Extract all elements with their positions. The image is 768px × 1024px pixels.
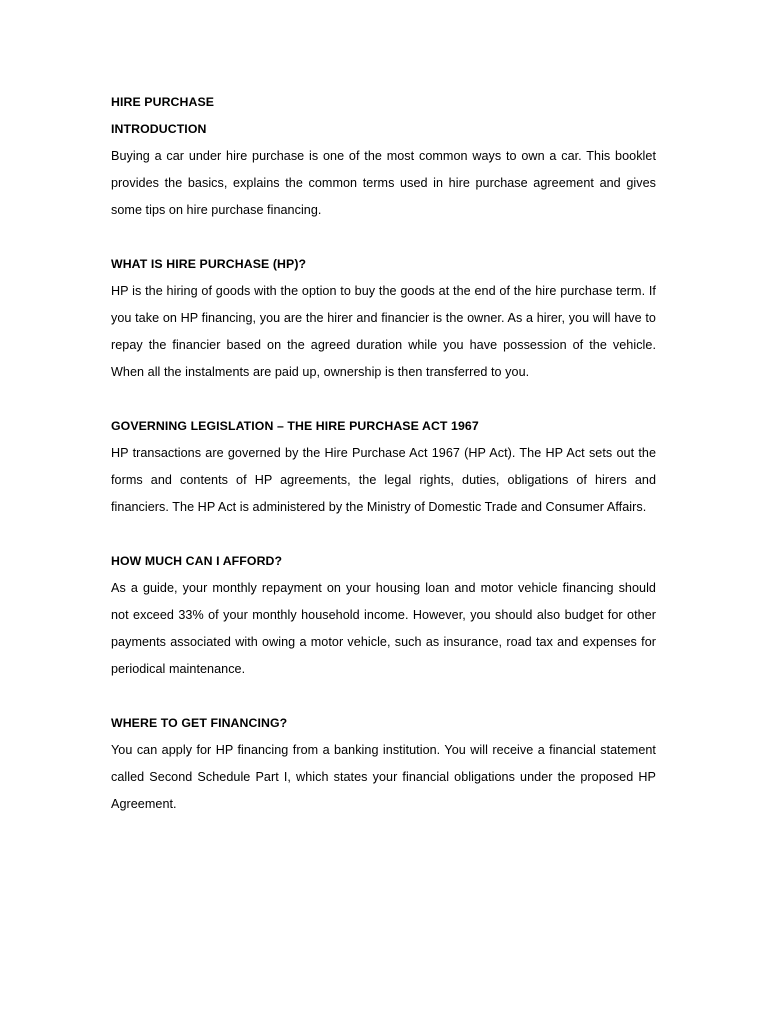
section-what-is-hire-purchase	[111, 251, 656, 386]
section-heading-introduction: INTRODUCTION	[111, 122, 207, 136]
section-paragraph-what-is-hire-purchase: HP is the hiring of goods with the option to buy the goods at the end of the hire purchase term. If you take on HP financing, you are the hirer and financier is the owner. As a hirer, you will have to repay the financier based on the agreed duration while you have possession of the vehicle. When all the instalments are paid up, ownership is then transferred to you.	[111, 284, 656, 379]
section-spacer	[111, 386, 656, 413]
section-governing-legislation	[111, 413, 656, 521]
page-title: HIRE PURCHASE	[111, 95, 215, 109]
section-paragraph-introduction: Buying a car under hire purchase is one of the most common ways to own a car. This booklet provides the basics, explains the common terms used in hire purchase agreement and gives some tips on hire purchase financing.	[111, 149, 656, 217]
section-spacer	[111, 224, 656, 251]
section-heading-what-is-hire-purchase: WHAT IS HIRE PURCHASE (HP)?	[111, 257, 307, 271]
section-where-to-get-financing	[111, 710, 656, 818]
section-paragraph-where-to-get-financing: You can apply for HP financing from a banking institution. You will receive a financial statement called Second Schedule Part I, which states your financial obligations under the proposed HP Agreement.	[111, 743, 656, 811]
section-introduction	[111, 116, 656, 224]
section-paragraph-how-much-can-i-afford: As a guide, your monthly repayment on your housing loan and motor vehicle financing should not exceed 33% of your monthly household income. However, you should also budget for other payments associated with owing a motor vehicle, such as insurance, road tax and expenses for periodical maintenance.	[111, 581, 656, 676]
section-spacer	[111, 683, 656, 710]
section-heading-governing-legislation: GOVERNING LEGISLATION – THE HIRE PURCHASE ACT 1967	[111, 419, 479, 433]
section-how-much-can-i-afford	[111, 548, 656, 683]
section-heading-where-to-get-financing: WHERE TO GET FINANCING?	[111, 716, 288, 730]
section-spacer	[111, 521, 656, 548]
section-heading-how-much-can-i-afford: HOW MUCH CAN I AFFORD?	[111, 554, 283, 568]
document-body	[111, 89, 656, 818]
section-paragraph-governing-legislation: HP transactions are governed by the Hire Purchase Act 1967 (HP Act). The HP Act sets out the forms and contents of HP agreements, the legal rights, duties, obligations of hirers and financiers. The HP Act is administered by the Ministry of Domestic Trade and Consumer Affairs.	[111, 446, 656, 514]
